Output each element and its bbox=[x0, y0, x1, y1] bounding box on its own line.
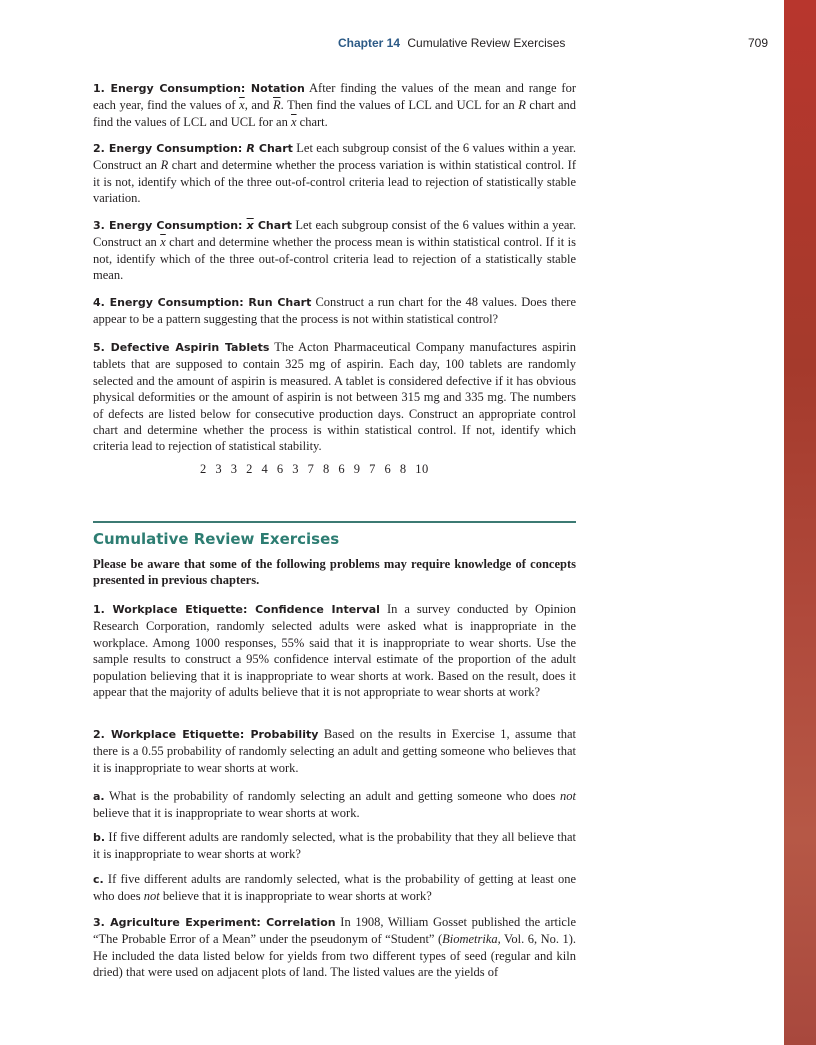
cumulative-exercise-3: 3. Agriculture Experiment: Correlation In 1908, William Gosset published the article “The Probable Error of a Mean” under the pseudonym of “Student” (Biometrika, Vol. 6, No. 1). He included the data listed below for yields from two different types of seed (regular and kiln dried) that were used on adjacent plots of land. The listed values are the yields of bbox=[93, 915, 577, 980]
exercise-label: 3. Agriculture Experiment: Correlation bbox=[93, 916, 336, 929]
part-label: a. bbox=[93, 790, 105, 803]
exercise-4: 4. Energy Consumption: Run Chart Construct a run chart for the 48 values. Does there appear to be a pattern suggesting that the process is not within statistical control? bbox=[93, 295, 576, 327]
cumulative-exercise-2: 2. Workplace Etiquette: Probability Based on the results in Exercise 1, assume that there is a 0.55 probability of randomly selecting an adult and getting someone who believes that it is inappropriate to wear shorts at work. bbox=[93, 727, 577, 775]
defect-counts-list: 2 3 3 2 4 6 3 7 8 6 9 7 6 8 10 bbox=[200, 462, 429, 476]
exercise-label: 4. Energy Consumption: Run Chart bbox=[93, 296, 312, 309]
exercise-label: 2. Energy Consumption: R Chart bbox=[93, 142, 293, 155]
section-divider bbox=[93, 521, 576, 523]
cumulative-exercise-1: 1. Workplace Etiquette: Confidence Interval In a survey conducted by Opinion Research Corporation, randomly selected adults were asked what is inappropriate in the workplace. Among 1000 responses, 55% said that it is inappropriate to wear shorts. Use the sample results to construct a 95% confidence interval estimate of the proportion of the adult population believing that it is inappropriate to wear shorts at work. Based on the result, does it appear that the majority of adults believe that it is not appropriate to wear shorts at work? bbox=[93, 602, 576, 700]
chapter-label: Chapter 14 bbox=[338, 36, 401, 50]
exercise-5: 5. Defective Aspirin Tablets The Acton Pharmaceutical Company manufactures aspirin tablets that are supposed to contain 325 mg of aspirin. Each day, 100 tablets are randomly selected and the amount of aspirin is measured. A tablet is considered defective if it has obvious physical deformities or the amount of aspirin is not between 315 mg and 335 mg. The numbers of defects are listed below for consecutive production days. Construct an appropriate control chart and determine whether the process is within statistical control. If not, identify which criteria lead to rejection of statistical stability. bbox=[93, 340, 577, 454]
cumulative-exercise-2a: a. What is the probability of randomly selecting an adult and getting someone who does not believe that it is inappropriate to wear shorts at work. bbox=[93, 789, 576, 821]
section-heading: Cumulative Review Exercises bbox=[93, 530, 340, 548]
exercise-2: 2. Energy Consumption: R Chart Let each subgroup consist of the 6 values within a year. Construct an R chart and determine whether the process variation is within statistical control. If it is not, identify which of the three out-of-control criteria lead to rejection of statistically stable variation. bbox=[93, 141, 577, 206]
journal-title: Biometrika, bbox=[442, 932, 501, 947]
exercise-label: 1. Workplace Etiquette: Confidence Interval bbox=[93, 603, 380, 616]
page-edge-color-strip bbox=[784, 0, 816, 1045]
cumulative-exercise-2b: b. If five different adults are randomly selected, what is the probability that they all believe that it is inappropriate to wear shorts at work? bbox=[93, 830, 576, 862]
exercise-1: 1. Energy Consumption: Notation After finding the values of the mean and range for each year, find the values of $\overline{x}$, and $\overline{R}$. Then find the values of LCL and UCL for an R chart and find the values of LCL and UCL for an $\overline{x}$ chart. bbox=[93, 81, 577, 129]
exercise-label: 5. Defective Aspirin Tablets bbox=[93, 341, 270, 354]
section-intro: Please be aware that some of the following problems may require knowledge of concepts presented in previous chapters. bbox=[93, 557, 576, 588]
exercise-label: 3. Energy Consumption: $\overline{x}$ Chart bbox=[93, 219, 292, 232]
running-head bbox=[338, 36, 565, 50]
cumulative-exercise-2c: c. If five different adults are randomly selected, what is the probability of getting at least one who does not believe that it is inappropriate to wear shorts at work? bbox=[93, 872, 577, 904]
exercise-label: 1. Energy Consumption: Notation bbox=[93, 82, 305, 95]
exercise-label: 2. Workplace Etiquette: Probability bbox=[93, 728, 319, 741]
r-bar-symbol: $\overline{R}$ bbox=[273, 98, 281, 113]
page-number: 709 bbox=[748, 36, 769, 50]
running-head-title: Cumulative Review Exercises bbox=[407, 36, 566, 50]
x-bar-symbol: $\overline{x}$ bbox=[239, 98, 245, 113]
part-label: c. bbox=[93, 873, 104, 886]
part-label: b. bbox=[93, 831, 106, 844]
exercise-3: 3. Energy Consumption: $\overline{x}$ Chart Let each subgroup consist of the 6 values within a year. Construct an $\overline{x}$ chart and determine whether the process mean is within statistical control. If it is not, identify which of the three out-of-control criteria lead to rejection of a statistically stable mean. bbox=[93, 218, 577, 283]
